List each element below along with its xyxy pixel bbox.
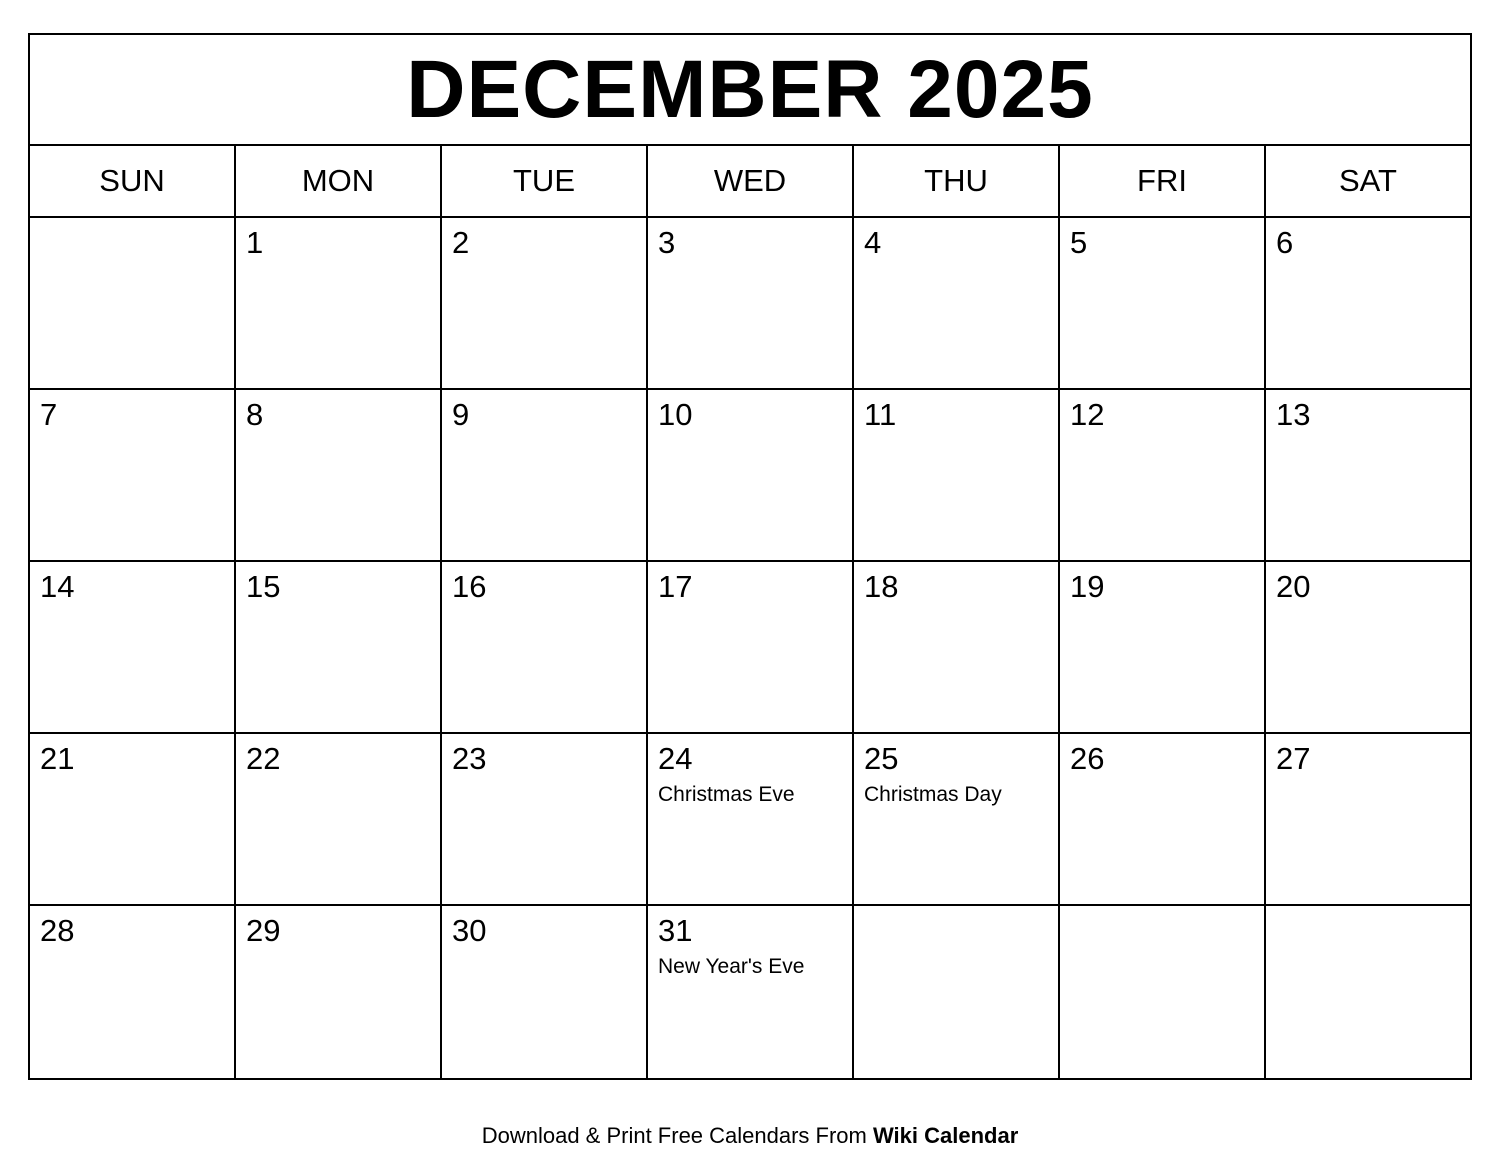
day-number: 29 (246, 913, 281, 948)
weekday-header-tue: TUE (442, 146, 648, 216)
weekday-header-sun: SUN (30, 146, 236, 216)
day-number: 12 (1070, 397, 1105, 432)
calendar-title-row (30, 35, 1470, 146)
day-cell[interactable] (236, 734, 442, 904)
day-number: 14 (40, 569, 75, 604)
day-number: 26 (1070, 741, 1105, 776)
day-number: 1 (246, 225, 264, 260)
day-number: 25 (864, 741, 899, 776)
day-cell[interactable] (648, 906, 854, 1078)
day-cell[interactable] (1060, 218, 1266, 388)
calendar-week-row (30, 562, 1470, 734)
calendar-grid (28, 33, 1472, 1080)
day-number: 19 (1070, 569, 1105, 604)
day-cell[interactable] (648, 218, 854, 388)
day-cell[interactable] (442, 562, 648, 732)
day-event: Christmas Day (864, 783, 1002, 807)
footer-text: Download & Print Free Calendars From (481, 1123, 873, 1148)
day-cell[interactable] (854, 218, 1060, 388)
day-cell[interactable] (854, 562, 1060, 732)
day-cell[interactable] (1266, 734, 1470, 904)
day-event: Christmas Eve (658, 783, 795, 807)
day-number: 31 (658, 913, 693, 948)
calendar-week-row (30, 734, 1470, 906)
day-number: 24 (658, 741, 693, 776)
day-cell[interactable] (30, 218, 236, 388)
weekday-header-row (30, 146, 1470, 218)
day-number: 21 (40, 741, 75, 776)
footer (0, 1123, 1500, 1149)
day-number: 23 (452, 741, 487, 776)
day-cell[interactable] (1266, 390, 1470, 560)
day-cell[interactable] (854, 734, 1060, 904)
day-number: 17 (658, 569, 693, 604)
day-number: 9 (452, 397, 470, 432)
day-cell[interactable] (854, 390, 1060, 560)
day-cell[interactable] (236, 218, 442, 388)
day-number: 3 (658, 225, 676, 260)
calendar-week-row (30, 906, 1470, 1078)
day-cell[interactable] (442, 218, 648, 388)
day-cell[interactable] (30, 562, 236, 732)
day-number: 13 (1276, 397, 1311, 432)
day-cell[interactable] (30, 906, 236, 1078)
day-cell[interactable] (442, 390, 648, 560)
day-number: 4 (864, 225, 882, 260)
footer-brand[interactable]: Wiki Calendar (872, 1123, 1019, 1148)
day-cell[interactable] (236, 906, 442, 1078)
day-number: 7 (40, 397, 58, 432)
day-number: 16 (452, 569, 487, 604)
day-cell[interactable] (648, 734, 854, 904)
page-title: DECEMBER 2025 (406, 43, 1094, 135)
day-cell[interactable] (648, 562, 854, 732)
day-cell[interactable] (442, 734, 648, 904)
calendar-week-row (30, 390, 1470, 562)
day-cell[interactable] (1266, 218, 1470, 388)
day-cell[interactable] (1060, 906, 1266, 1078)
weekday-header-sat: SAT (1339, 163, 1397, 198)
day-number: 18 (864, 569, 899, 604)
day-number: 5 (1070, 225, 1088, 260)
day-cell[interactable] (854, 906, 1060, 1078)
day-number: 15 (246, 569, 281, 604)
day-cell[interactable] (236, 390, 442, 560)
weekday-header-fri: FRI (1060, 146, 1266, 216)
day-cell[interactable] (1266, 906, 1470, 1078)
day-number: 8 (246, 397, 264, 432)
day-cell[interactable] (1266, 562, 1470, 732)
calendar-week-row (30, 218, 1470, 390)
day-number: 22 (246, 741, 281, 776)
day-number: 28 (40, 913, 75, 948)
day-cell[interactable] (236, 562, 442, 732)
weekday-header-mon: MON (236, 146, 442, 216)
day-cell[interactable] (442, 906, 648, 1078)
day-number: 10 (658, 397, 693, 432)
weekday-header-thu: THU (854, 146, 1060, 216)
day-number: 11 (864, 397, 897, 432)
day-number: 27 (1276, 741, 1311, 776)
day-cell[interactable] (1060, 562, 1266, 732)
day-number: 30 (452, 913, 487, 948)
day-number: 6 (1276, 225, 1294, 260)
day-number: 2 (452, 225, 470, 260)
day-cell[interactable] (30, 390, 236, 560)
day-cell[interactable] (1060, 390, 1266, 560)
day-number: 20 (1276, 569, 1311, 604)
day-cell[interactable] (1060, 734, 1266, 904)
day-cell[interactable] (648, 390, 854, 560)
weekday-header-wed: WED (648, 146, 854, 216)
day-event: New Year's Eve (658, 955, 805, 979)
day-cell[interactable] (30, 734, 236, 904)
